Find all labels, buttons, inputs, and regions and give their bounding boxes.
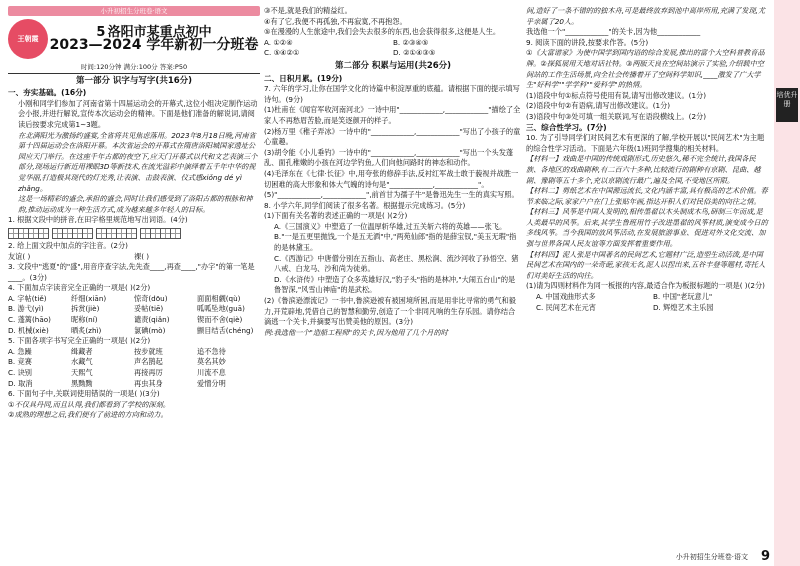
- section3-heading: 三、综合性学习。(7分): [526, 122, 607, 132]
- school-title: 洛阳市某重点初中: [107, 24, 212, 40]
- q10-options-row1: A. 中国戏曲形式多 B. 中国"老玩意儿": [536, 292, 713, 302]
- q6-item-3: ③不是,就是我们的精益红。: [264, 6, 352, 15]
- q5-option-d: D. 取消 黑黝黝 再虫其身 爱憎分明: [8, 378, 226, 388]
- section2-heading: 二、日积月累。(19分): [264, 73, 343, 83]
- question-4: 4. 下面加点字读音完全正确的一项是( )(2分): [8, 283, 151, 293]
- pinyin-grid[interactable]: [8, 228, 260, 239]
- question-8: 8. 小学六年,同学们阅读了很多名著。根据提示完成练习。(5分): [264, 200, 466, 210]
- material-2: 【材料二】剪纸艺术在中国源远流长,文化内涵丰富,具有极高的艺术价值。春节来临之际,家家户户在门上张贴年画,指达开积人们对民俗美的向往之情。: [526, 186, 768, 206]
- question-1: 1. 根据文段中的拼音,在田字格里规范地写出词语。(4分): [8, 215, 188, 225]
- question-9: 9. 阅读下面的讲段,按要求作答。(5分): [526, 37, 649, 47]
- q8-answer-line[interactable]: 我选他一个"____________"的关卡,因为他____________: [526, 27, 701, 37]
- exam-header: [8, 19, 260, 59]
- q7-item-4: (4)毛泽东在《七律·长征》中,用夸张的修辞手法,反衬红军战士敢于藐视并战胜一切困难的高大形象和体大气魄的诗句是"____________,____________"。: [264, 168, 519, 189]
- grid-cell-group[interactable]: [8, 228, 48, 239]
- side-tab-label: 培优升册: [776, 88, 798, 122]
- q5-option-c: C. 诀别 天熙气 再接再厉 川流不息: [8, 368, 226, 378]
- q6-item-1: ①不仅具丹同,而且认得,我们都看到了学校的深刻。: [8, 399, 170, 409]
- column-right: [526, 6, 770, 313]
- question-2: 2. 给上面文段中加点的字注音。(2分): [8, 240, 128, 250]
- grid-cell-group[interactable]: [52, 228, 92, 239]
- q4-option-b: B. 游弋(yì) 拆赏(jiè) 妥帖(tiē) 呱呱坠地(guā): [8, 304, 245, 314]
- question-10: 10. 为了引导同学们对民间艺术有更深的了解,学校开展以"民间艺术"为主题的综合性学习活动。下面是六年级(1)班同学搜集的相关材料。: [526, 133, 765, 153]
- q6-item-5: ⑤在漫漫的人生旅途中,我们会失去很多的东西,也会获得很多,这便是人生。: [264, 27, 501, 37]
- q4-option-d: D. 机械(xiè) 晒炙(zhì) 氯碘(mò) 颤目结舌(chéng): [8, 325, 254, 335]
- q5-option-a: A. 急躁 缉藏者 按步就班 追不急待: [8, 346, 226, 356]
- q6-options-row2: C. ⑤④②① D. ②①④③⑤: [264, 48, 436, 58]
- passage-p1: 小刚和同学们参加了河南省第十四届运动会的开幕式,这位小组决定制作运动会小报,并进行解说,宣传本次运动会的精神。下面是他们准备的解说词,请阅读后按要求完成第1~3题。: [18, 98, 258, 129]
- top-banner: 小升初招生分班卷·语文: [8, 6, 260, 16]
- q8-example-cont: 间,造好了一条不错的的独木舟,可是最终放弃到池中离岸所用,充满了发现,尤乎亲属了20人。: [526, 6, 766, 26]
- passage-p2: 在北满阳光为激扬约盛宴,全省将共见焦虑落用。2023年8月18日晚,河南省第十四届运动会在洛阳开幕。本次省运会的开幕式在隋唐洛阳城国家遗址公园应天门举行。在这座千年古都的夜空下,应天门开幕式以代和文艺表演三个部分,现场运行新近用裸眼3D等新技术,在流光溢彩中演绎着五千年中华的视觉华丽,打造极其现代的灯光秀,让表演、击鼓表演、仪式感xiǒng dé yì zhǎng。: [18, 130, 258, 193]
- page-number: 9: [760, 549, 770, 564]
- material-3: 【材料三】风筝是中国人发明的,相传墨翟以木头制成木鸟,研制三年而成,是人类最早的风筝。后来,其学生鲁班用竹子改进墨翟的风筝材质,演变成今日的多线风筝。当今我国的放风筝活动,在发展旅游事业、促进对外文化交流、加强与世界各国人民友谊等方面发挥着重要作用。: [526, 207, 768, 249]
- q9-part-3: (3)语段中句③处可填一组关联词,写在语段横线上。(2分): [526, 111, 707, 121]
- q8-option-b: B."一是五更里抛饯,一个是五无洒"中,"两苑仙郎"指的是薛宝钗,"美玉无瑕"指的是林黛玉。: [274, 232, 517, 253]
- column-left: [8, 6, 260, 421]
- exam-title: 2023—2024 学年新初一分班卷: [49, 36, 259, 53]
- material-4: 【材料四】泥人张是中国著名的民间艺术,它题材广泛,造型生动活泼,是中国民间艺术在国内的一朵奇葩,家孩无名,泥人以捏出来,五谷丰登等题材,寄托人们对美好生活的向往。: [526, 249, 766, 280]
- part2-heading: 第二部分 积累与运用(共26分): [334, 60, 452, 71]
- paper-number: 5: [96, 24, 106, 40]
- q6-item-2: ②成熟的理想之后,我们便有了前进的方向和动力。: [8, 410, 168, 420]
- q6-item-4: ④有了它,我便不再孤独,不再寂寞,不再抱怨。: [264, 16, 407, 26]
- question-6: 6. 下面句子中,关联词使用错误的一项是( )(3分): [8, 389, 160, 399]
- section1-heading: 一、夯实基础。(16分): [8, 88, 87, 98]
- q9-part-1: (1)语段中句①标点符号使用有误,请写出修改建议。(1分): [526, 90, 707, 100]
- grid-cell-group[interactable]: [140, 228, 180, 239]
- q7-item-1: (1)杜甫在《闻官军收河南河北》一诗中用"____________,____________"描绘了全家人不再愁眉苦脸,而是笑逐颜开的样子。: [264, 105, 521, 125]
- q7-item-5: (5)"____________,____________",前首甘为孺子牛"是鲁迅先生一生的真实写照。: [264, 190, 519, 200]
- column-middle: [264, 6, 522, 338]
- question-3: 3. 文段中"逃夏"的"盛",用音序查字法,先先查____,再查____,"办字"的第一笔是____。(3分): [8, 262, 255, 282]
- q8-part-1: (1)下面有关名著的表述正确的一项是( )(2分): [264, 211, 408, 221]
- q9-passage: ①《大富谱家》为使中国学到国内语的综合发展,推出的富个大空科普教育品牌。②探狐展用天地对话社特。③两版天良在空间站演示了实验,介绍载中空间站的工作生活场景,向全社会传播着开了空间科学知识,____激发了广大学生"好科学""学学科""爱科学"的热情。: [526, 48, 765, 90]
- q8-option-c: C.《西游记》中唐僧分别在五指山、高老庄、黑松涧、流沙河收了孙悟空、猪八戒、白龙马、沙和尚为徒弟。: [274, 253, 519, 274]
- q5-option-b: B. 竞赛 水藏气 声名鹊起 莫名其妙: [8, 357, 226, 367]
- page-footer: 小升初招生分班卷·语文: [675, 553, 748, 561]
- question-5: 5. 下面各项字书写完全正确的一项是( )(2分): [8, 336, 151, 346]
- q10-options-row2: C. 民间艺术在元宵 D. 辉煌艺术主乐园: [536, 302, 714, 312]
- question-7: 7. 六年的学习,让你在国学文化的诗篇中积淀厚重的底蕴。请根据下面的提示填写诗句。(9分): [264, 84, 520, 104]
- q8-option-d: D.《水浒传》中塑造了众多英雄好汉,"豹子头"指的是林冲,"大闹五台山"的是鲁智深,"风雪山神庙"的是武松。: [274, 274, 516, 295]
- side-strip: [774, 0, 800, 566]
- title-box: [48, 24, 260, 53]
- q4-option-c: C. 蓬篱(hāo) 昵称(ní) 谴责(qiǎn) 锲而不舍(qiè): [8, 315, 243, 325]
- q7-item-2: (2)杨万里《稚子弄冰》一诗中的"____________,____________"写出了小孩子的童心童趣。: [264, 126, 521, 147]
- grid-cell-group[interactable]: [96, 228, 136, 239]
- q9-part-2: (2)语段中句②有语病,请写出修改建议。(1分): [526, 101, 671, 111]
- brand-logo: 王朝霞: [8, 19, 48, 59]
- question-2-blanks: 友谊( ) 裸( ): [8, 251, 150, 261]
- q8-example: 例:我选他一个"造船工程师"的关卡,因为他用了几个月的时: [264, 327, 448, 337]
- material-1: 【材料一】戏曲是中国的传统戏剧形式,历史悠久,稀不完全统计,我国各民族、各地区的戏曲剧种,有二百六十多种,比较流行的剧种有京剧、昆曲、越剧、豫剧等五十多个,充以京剧流行最广,遍及全国,不受地区所限。: [526, 154, 761, 185]
- q4-option-a: A. 字帖(tiě) 纤细(xiān) 惊奇(dōu) 面面相觑(qù): [8, 293, 241, 303]
- part1-heading: 第一部分 识字与写字(共16分): [75, 75, 193, 86]
- passage-p3: 这是一场精彩的盛会,承担的盛会,同时让我们感受到了洛阳古都的根脉和神韵,推动运动成为一种生活方式,成为越来越多年轻人的目标。: [18, 194, 253, 214]
- q10-part-1: (1)请为四则材料作为同一板报的内容,最适合作为板报标题的一项是( )(2分): [526, 281, 765, 291]
- q8-part-2: (2)《鲁滨逊漂流记》一书中,鲁滨逊被有被困境所困,而是用非比寻常的勇气和毅力,开荒辟地,凭借自己的智慧和勤劳,创造了一个非同凡响的生存乐园。请你结合滴逃一个关卡,并摘要写出赞美他的原因。(3分): [264, 296, 516, 327]
- q6-options-row1: A. ①②④ B. ②③④⑤: [264, 37, 429, 47]
- exam-meta: 时间:120分钟 满分:100分 答案:P50: [8, 62, 260, 74]
- q7-item-3: (3)胡令能《小儿垂钓》一诗中的"____________,____________"写出一个头发蓬乱、面孔稚嫩的小孩在河边学钓鱼,人们向他问路时的神态和动作。: [264, 147, 514, 168]
- q8-option-a: A.《三国演义》中塑造了一位温厚斩华雄,过五关斩六将的英雄——张飞。: [274, 221, 507, 231]
